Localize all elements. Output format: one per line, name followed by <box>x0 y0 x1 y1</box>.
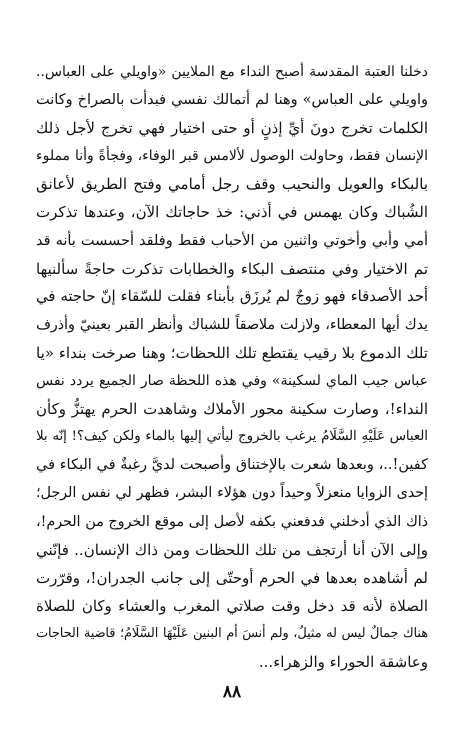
text-line: الإنسان فقط، وحاولت الوصول لألامس قبر الوفاء، وفجأةً وأنا مملوء <box>36 148 428 165</box>
text-line: النداء!، وصارت سكينة محور الأملاك وشاهدت الحرم يهتزُّ وكأن <box>36 400 428 419</box>
text-line: واويلي على العباس» وهنا لم أتمالك نفسي فبدأت بالصراخ وكانت <box>36 92 428 109</box>
text-line: تلك الدموع بلا رقيب يقتطع تلك اللحظات؛ وهنا صرخت بنداء «يا <box>36 343 428 362</box>
text-line: ذاك الذي أدخلني فدفعني بكفه لأصل إلى موقع الخروج من الحرم!، <box>36 513 428 530</box>
text-line: الكلمات تخرج دونَ أيِّ إذنٍ أو حتى اختيار فهي تخرج لأجل ذلك <box>36 119 428 138</box>
text-line: الشُباك وكان يهمس في أذني: خذ حاجاتك الآن، وعندها تذكرت <box>36 203 428 222</box>
text-line: وإلى الآن أنا أرتجف من تلك اللحظات ومن ذاك الإنسان.. فإنّني <box>36 540 428 559</box>
text-line: تم الاختيار وفي منتصف البكاء والخطابات تذكرت حاجةً سألنيها <box>36 259 428 278</box>
text-line: يدك أيها المعطاء، ولازلت ملاصقاً للشباك وأنظر القبر بعينيّ وأذرف <box>36 316 428 333</box>
text-line: إحدى الزوايا منعزلاً وحيداً دون هؤلاء البشر، فظهر لي نفس الرجل؛ <box>36 485 428 502</box>
text-line: العباس عَلَيْهِ السَّلَامُ يرغب بالخروج ليأتي إليها بالماء ولكن كيف؟! إنّه بلا <box>36 429 428 445</box>
text-line: دخلنا العتبة المقدسة أصبح النداء مع الملايين «واويلي على العباس.. <box>36 64 428 80</box>
text-line: الصلاة لأنه قد دخل وقت صلاتي المغرب والعشاء وكان للصلاة <box>36 596 428 615</box>
text-line: بالبكاء والعويل والنحيب وقف رجل أمامي وفتح الطريق لأعانق <box>36 175 428 194</box>
text-line: وعاشقة الحوراء والزهراء... <box>258 652 428 671</box>
text-line: لم أشاهده بعدها في الحرم أوحتّى إلى جانب الجدران!، وقرّرت <box>36 568 428 587</box>
text-line: عباس جيب الماي لسكينة» وفي هذه اللحظة صار الجميع يردد نفس <box>36 373 428 390</box>
text-line: كفين!..، وبعدها شعرت بالإختناق وأصبحت لديَّ رغبةٌ في البكاء في <box>36 457 428 474</box>
text-line: هناك جمالٌ ليس له مثيلٌ، ولم أنسَ أم البنين عَلَيْهَا السَّلَامُ؛ قاضية الحاجات <box>36 625 428 641</box>
text-line: أحد الأصدقاء فهو زوجٌ لم يُرزَق بأبناء فقلت للسّقاء إنّ حاجته في <box>36 287 428 305</box>
page-body <box>36 58 428 676</box>
page-number: ٨٨ <box>222 682 242 702</box>
text-line: أمي وأبي وأخوتي واثنين من الأحباب فقط وفلقد أحسست بأنه قد <box>36 232 428 249</box>
